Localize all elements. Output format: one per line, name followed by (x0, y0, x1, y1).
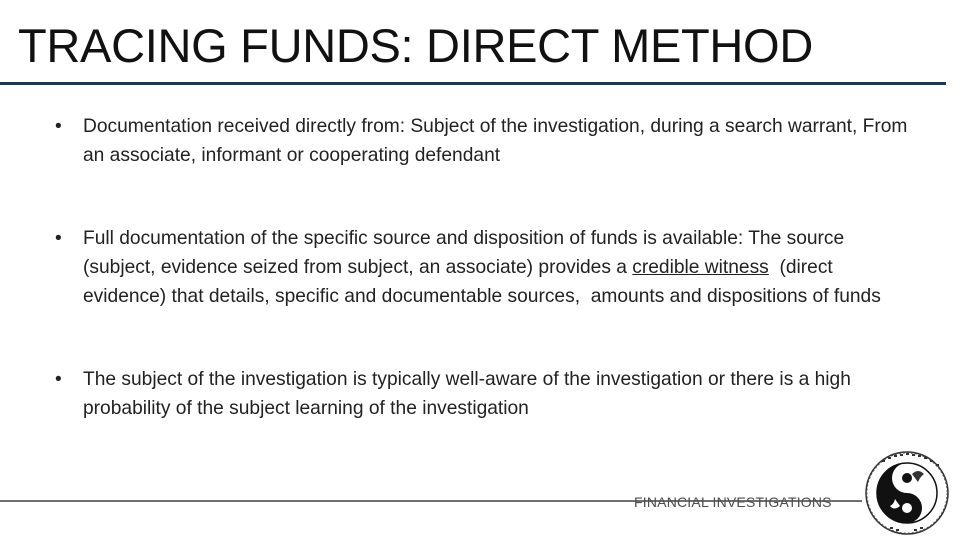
title-divider (0, 82, 946, 85)
footer-label: FINANCIAL INVESTIGATIONS (634, 494, 832, 510)
bullet-marker: • (55, 228, 62, 249)
bullet-item (55, 224, 915, 311)
bullet-item (55, 365, 915, 423)
yin-yang-seal-logo-icon (862, 450, 952, 536)
bullet-text (83, 228, 881, 307)
bullet-marker: • (55, 369, 62, 390)
bullet-text-part: (direct evidence) that details, specific and documentable sources, amounts and dispositions of funds (83, 257, 881, 307)
bullet-item (55, 112, 915, 170)
bullet-text-part: Full documentation of the specific source and disposition of funds is available: The source (subject, evidence seized from subject, an associate) provides a (83, 228, 845, 278)
bullet-marker: • (55, 116, 62, 137)
slide-title: TRACING FUNDS: DIRECT METHOD (18, 19, 813, 72)
bullet-text: Documentation received directly from: Subject of the investigation, during a search warrant, From an associate, informant or cooperating defendant (83, 116, 908, 166)
credible-witness-term: credible witness (632, 257, 769, 278)
bullet-text: The subject of the investigation is typically well-aware of the investigation or there is a high probability of the subject learning of the investigation (83, 369, 851, 419)
bullet-list (55, 112, 915, 423)
